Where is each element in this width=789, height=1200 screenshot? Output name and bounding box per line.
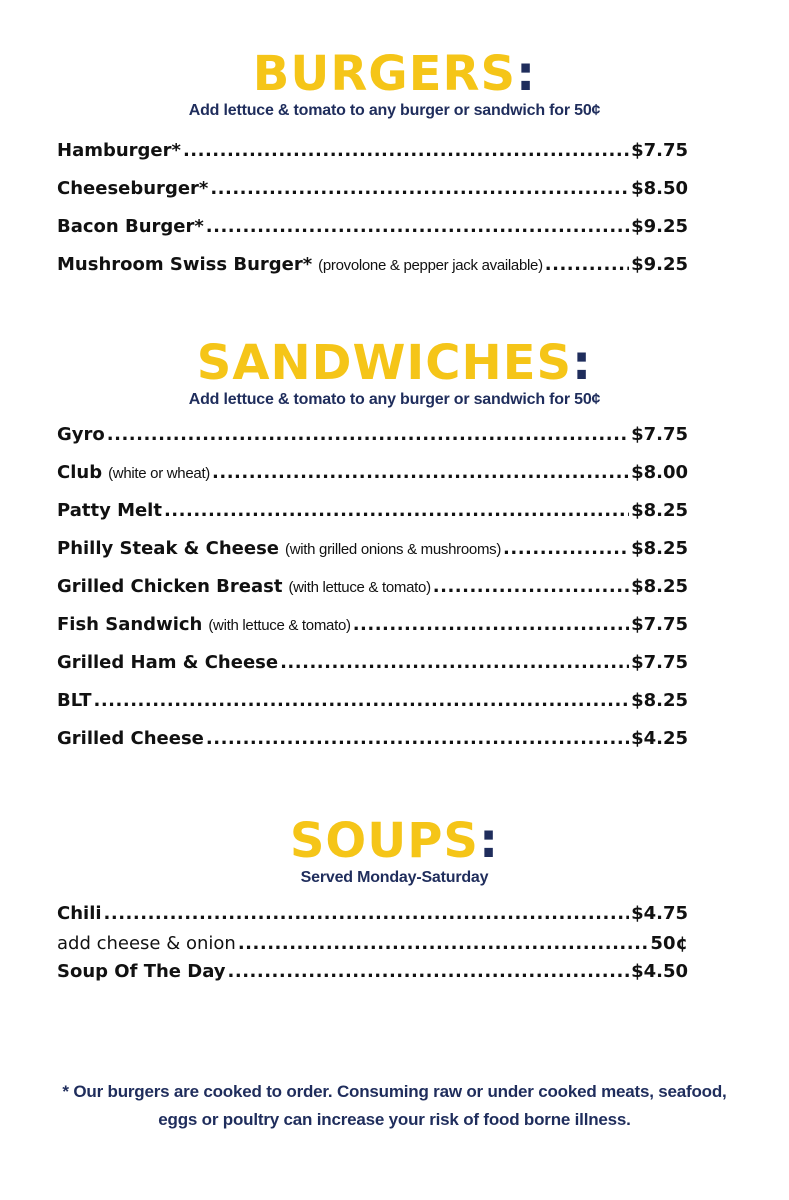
sandwiches-title-colon: : bbox=[572, 335, 593, 391]
item-name: Chili bbox=[57, 903, 102, 924]
leader-dots bbox=[503, 538, 629, 559]
menu-item-grilled-ham-cheese bbox=[57, 652, 688, 690]
item-price: $4.50 bbox=[631, 961, 688, 982]
item-note: (provolone & pepper jack available) bbox=[318, 257, 543, 274]
leader-dots bbox=[228, 961, 630, 982]
soups-title-colon: : bbox=[478, 813, 500, 869]
menu-item-fish-sandwich bbox=[57, 614, 688, 652]
item-price: $9.25 bbox=[631, 254, 688, 275]
item-name: Patty Melt bbox=[57, 500, 162, 521]
leader-dots bbox=[183, 140, 629, 161]
menu-item-soup-of-the-day bbox=[57, 961, 688, 999]
burgers-subtitle: Add lettuce & tomato to any burger or sandwich for 50¢ bbox=[188, 102, 601, 119]
sandwiches-section bbox=[0, 337, 789, 409]
item-price: $8.00 bbox=[631, 462, 688, 483]
item-note: (with lettuce & tomato) bbox=[208, 617, 351, 634]
burgers-list bbox=[57, 140, 688, 292]
item-price: $7.75 bbox=[631, 652, 688, 673]
item-name: Hamburger* bbox=[57, 140, 181, 161]
item-price: $7.75 bbox=[631, 140, 688, 161]
menu-item-grilled-chicken-breast bbox=[57, 576, 688, 614]
item-name: Grilled Chicken Breast bbox=[57, 576, 283, 597]
item-name: Gyro bbox=[57, 424, 105, 445]
item-price: $4.75 bbox=[631, 903, 688, 924]
item-name: add cheese & onion bbox=[57, 933, 236, 954]
item-name: Soup Of The Day bbox=[57, 961, 226, 982]
soups-list bbox=[57, 903, 688, 999]
item-note: (with grilled onions & mushrooms) bbox=[285, 541, 502, 558]
menu-item-patty-melt bbox=[57, 500, 688, 538]
soups-subtitle: Served Monday-Saturday bbox=[300, 869, 489, 886]
menu-item-gyro bbox=[57, 424, 688, 462]
item-name: Fish Sandwich bbox=[57, 614, 203, 635]
item-price: $8.25 bbox=[631, 576, 688, 597]
item-price: 50¢ bbox=[650, 933, 688, 954]
burgers-title-colon: : bbox=[516, 46, 537, 102]
item-name: Grilled Ham & Cheese bbox=[57, 652, 279, 673]
item-name: Grilled Cheese bbox=[57, 728, 204, 749]
leader-dots bbox=[94, 690, 630, 711]
menu-item-grilled-cheese bbox=[57, 728, 688, 766]
menu-item-bacon-burger bbox=[57, 216, 688, 254]
item-price: $8.25 bbox=[631, 538, 688, 559]
food-safety-footnote bbox=[0, 1078, 789, 1134]
menu-item-cheeseburger bbox=[57, 178, 688, 216]
leader-dots bbox=[353, 614, 629, 635]
item-name: Cheeseburger* bbox=[57, 178, 209, 199]
leader-dots bbox=[210, 178, 629, 199]
leader-dots bbox=[206, 728, 629, 749]
soups-section bbox=[0, 815, 789, 887]
item-price: $8.25 bbox=[631, 500, 688, 521]
menu-item-blt bbox=[57, 690, 688, 728]
leader-dots bbox=[212, 462, 629, 483]
leader-dots bbox=[104, 903, 630, 924]
item-price: $4.25 bbox=[631, 728, 688, 749]
item-name: Club bbox=[57, 462, 103, 483]
leader-dots bbox=[206, 216, 629, 237]
leader-dots bbox=[107, 424, 629, 445]
menu-item-hamburger bbox=[57, 140, 688, 178]
leader-dots bbox=[280, 652, 629, 673]
sandwiches-list bbox=[57, 424, 688, 766]
item-price: $9.25 bbox=[631, 216, 688, 237]
item-name: Philly Steak & Cheese bbox=[57, 538, 280, 559]
leader-dots bbox=[545, 254, 629, 275]
sandwiches-title: SANDWICHES: bbox=[196, 335, 593, 391]
item-name: BLT bbox=[57, 690, 92, 711]
burgers-section bbox=[0, 48, 789, 120]
footnote-line-2: eggs or poultry can increase your risk of food borne illness. bbox=[158, 1110, 631, 1129]
item-name: Mushroom Swiss Burger* bbox=[57, 254, 313, 275]
item-price: $8.50 bbox=[631, 178, 688, 199]
item-note: (with lettuce & tomato) bbox=[288, 579, 431, 596]
soups-title: SOUPS: bbox=[289, 813, 500, 869]
footnote-line-1: * Our burgers are cooked to order. Consuming raw or under cooked meats, seafood, bbox=[62, 1082, 727, 1101]
sandwiches-subtitle: Add lettuce & tomato to any burger or sandwich for 50¢ bbox=[188, 391, 601, 408]
leader-dots bbox=[164, 500, 629, 521]
menu-item-add-cheese-onion bbox=[57, 933, 688, 961]
menu-item-club bbox=[57, 462, 688, 500]
menu-item-mushroom-swiss-burger bbox=[57, 254, 688, 292]
item-price: $8.25 bbox=[631, 690, 688, 711]
leader-dots bbox=[433, 576, 629, 597]
item-price: $7.75 bbox=[631, 424, 688, 445]
item-name: Bacon Burger* bbox=[57, 216, 204, 237]
menu-item-philly-steak bbox=[57, 538, 688, 576]
item-note: (white or wheat) bbox=[108, 465, 211, 482]
burgers-title: BURGERS: bbox=[252, 46, 537, 102]
item-price: $7.75 bbox=[631, 614, 688, 635]
leader-dots bbox=[238, 933, 649, 954]
